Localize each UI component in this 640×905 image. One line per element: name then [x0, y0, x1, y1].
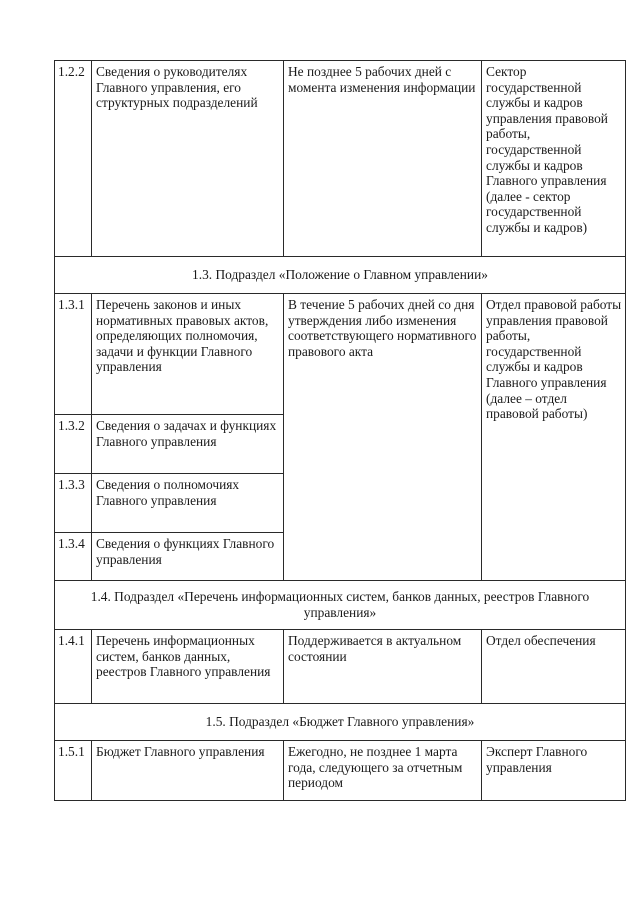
row-number: 1.3.4 — [55, 533, 92, 581]
row-responsible: Сектор государственной службы и кадров управления правовой работы, государственной службы и кадров Главного управления (далее - сектор государственной службы и кадров) — [482, 61, 626, 257]
table-row — [55, 741, 626, 801]
row-deadline: В течение 5 рабочих дней со дня утверждения либо изменения соответствующего нормативного правового акта — [284, 294, 482, 581]
row-deadline: Ежегодно, не позднее 1 марта года, следующего за отчетным периодом — [284, 741, 482, 801]
row-name: Перечень информационных систем, банков данных, реестров Главного управления — [92, 630, 284, 704]
section-title: 1.4. Подраздел «Перечень информационных систем, банков данных, реестров Главного управления» — [55, 581, 626, 630]
row-number: 1.5.1 — [55, 741, 92, 801]
section-row — [55, 257, 626, 294]
row-name: Бюджет Главного управления — [92, 741, 284, 801]
table-row — [55, 61, 626, 257]
row-number: 1.3.1 — [55, 294, 92, 415]
row-responsible: Отдел обеспечения — [482, 630, 626, 704]
row-name: Сведения о задачах и функциях Главного управления — [92, 415, 284, 474]
row-number: 1.4.1 — [55, 630, 92, 704]
section-title: 1.5. Подраздел «Бюджет Главного управления» — [55, 704, 626, 741]
table-row — [55, 294, 626, 415]
row-name: Сведения о руководителях Главного управления, его структурных подразделений — [92, 61, 284, 257]
row-responsible: Эксперт Главного управления — [482, 741, 626, 801]
table-row — [55, 630, 626, 704]
row-number: 1.3.2 — [55, 415, 92, 474]
row-name: Сведения о функциях Главного управления — [92, 533, 284, 581]
section-row — [55, 704, 626, 741]
row-name: Перечень законов и иных нормативных правовых актов, определяющих полномочия, задачи и функции Главного управления — [92, 294, 284, 415]
row-name: Сведения о полномочиях Главного управления — [92, 474, 284, 533]
row-deadline: Не позднее 5 рабочих дней с момента изменения информации — [284, 61, 482, 257]
section-title: 1.3. Подраздел «Положение о Главном управлении» — [55, 257, 626, 294]
row-responsible: Отдел правовой работы управления правовой работы, государственной службы и кадров Главного управления (далее – отдел правовой работы) — [482, 294, 626, 581]
row-number: 1.3.3 — [55, 474, 92, 533]
section-row — [55, 581, 626, 630]
row-number: 1.2.2 — [55, 61, 92, 257]
document-table — [54, 60, 626, 801]
row-deadline: Поддерживается в актуальном состоянии — [284, 630, 482, 704]
